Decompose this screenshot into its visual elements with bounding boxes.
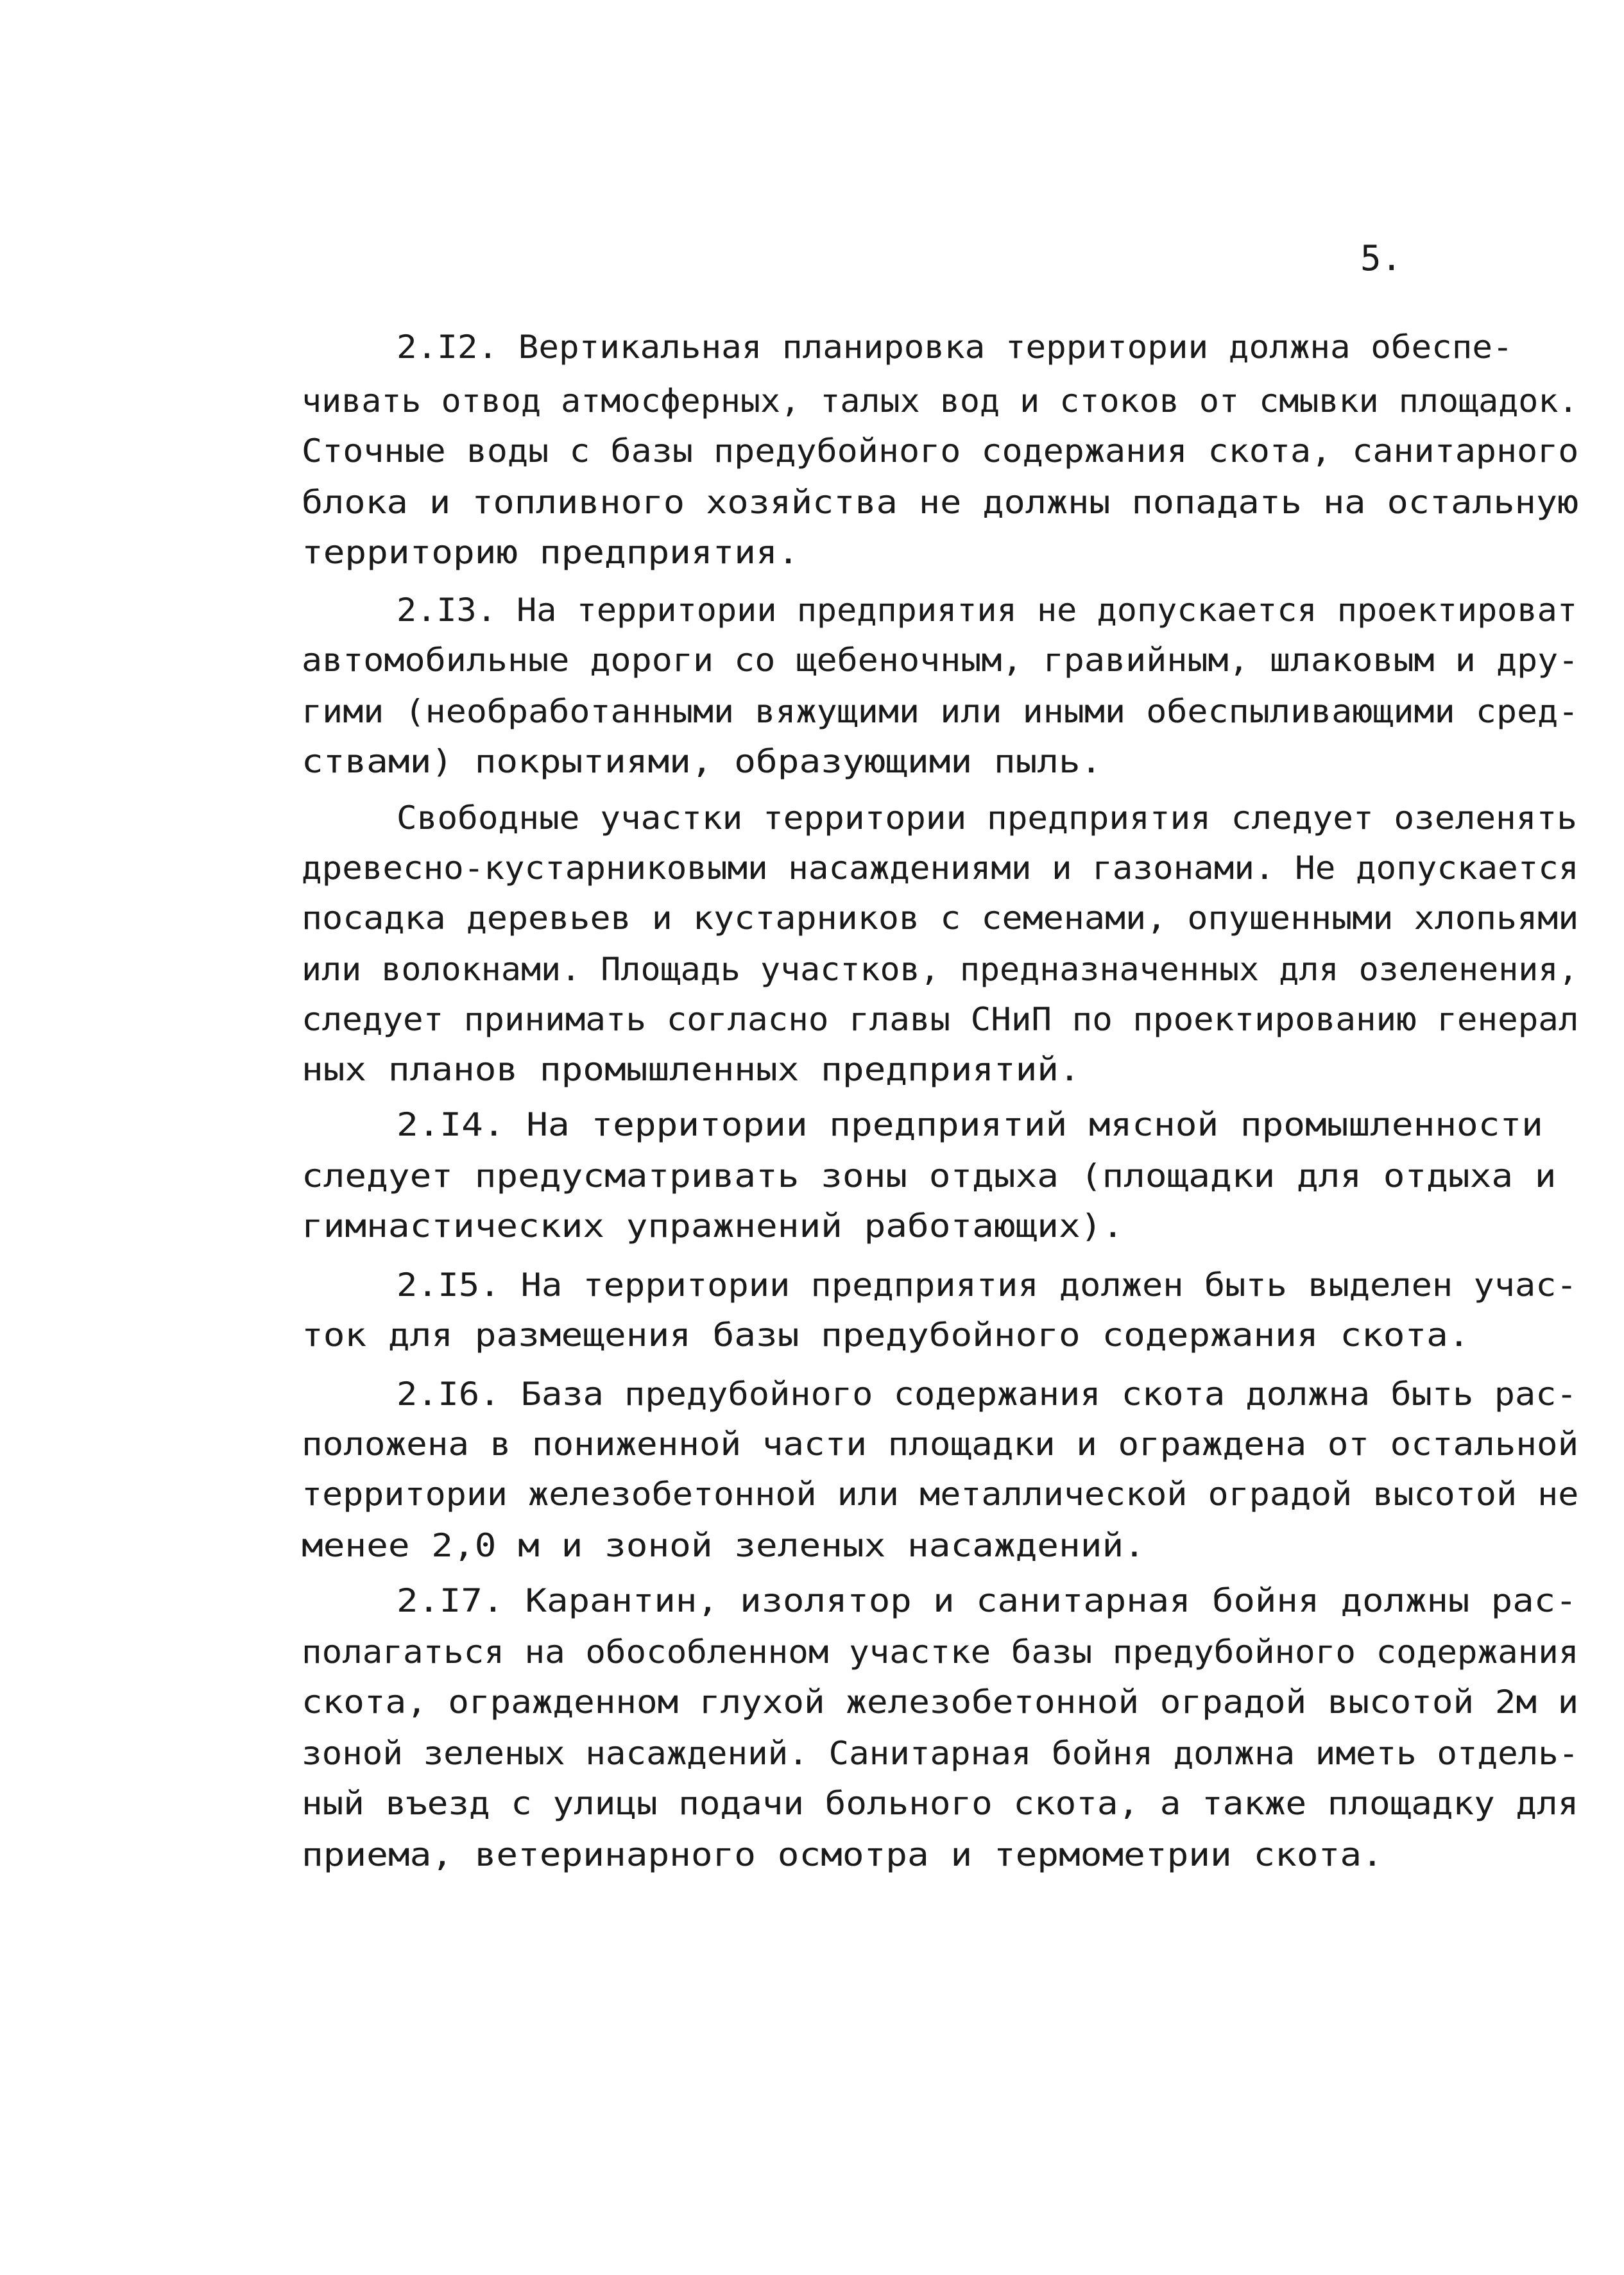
paragraph-2-17-line-4: зоной зеленых насаждений. Санитарная бойня должна иметь отдель- (302, 1735, 1579, 1772)
paragraph-2-17-line-6: приема, ветеринарного осмотра и термометрии скота. (302, 1836, 1383, 1873)
paragraph-2-13-line-1: 2.I3. На территории предприятия не допускается проектироват (397, 592, 1578, 629)
paragraph-2-16-line-1: 2.I6. База предубойного содержания скота должна быть рас- (397, 1376, 1577, 1413)
paragraph-2-13-line-2: автомобильные дороги со щебеночным, гравийным, шлаковым и дру- (302, 642, 1579, 679)
paragraph-greenery-line-3: посадка деревьев и кустарников с семенами, опушенными хлопьями (302, 899, 1579, 937)
paragraph-2-13-line-4: ствами) покрытиями, образующими пыль. (302, 743, 1102, 780)
paragraph-2-16-line-3: территории железобетонной или металлической оградой высотой не (302, 1476, 1579, 1513)
paragraph-2-12-line-5: территорию предприятия. (302, 534, 799, 571)
paragraph-2-15-line-2: ток для размещения базы предубойного содержания скота. (302, 1316, 1470, 1354)
paragraph-2-12-line-1: 2.I2. Вертикальная планировка территории должна обеспе- (397, 328, 1513, 366)
paragraph-greenery-line-6: ных планов промышленных предприятий. (302, 1051, 1081, 1088)
paragraph-2-16-line-2: положена в пониженной части площадки и ограждена от остальной (302, 1426, 1579, 1463)
paragraph-2-14-line-3: гимнастических упражнений работающих). (302, 1207, 1124, 1245)
paragraph-2-17-line-3: скота, огражденном глухой железобетонной оградой высотой 2м и (302, 1683, 1579, 1721)
paragraph-greenery-line-4: или волокнами. Площадь участков, предназначенных для озеленения, (302, 951, 1578, 988)
page-number: 5. (1360, 238, 1403, 278)
paragraph-2-12-line-2: чивать отвод атмосферных, талых вод и стоков от смывки площадок. (302, 382, 1578, 420)
paragraph-2-16-line-4: менее 2,0 м и зоной зеленых насаждений. (302, 1527, 1145, 1564)
paragraph-2-12-line-3: Сточные воды с базы предубойного содержания скота, санитарного (302, 432, 1579, 470)
paragraph-2-17-line-2: полагаться на обособленном участке базы предубойного содержания (302, 1633, 1579, 1671)
paragraph-2-14-line-1: 2.I4. На территории предприятий мясной промышленности (397, 1106, 1543, 1143)
paragraph-2-17-line-1: 2.I7. Карантин, изолятор и санитарная бойня должны рас- (397, 1582, 1577, 1619)
paragraph-2-17-line-5: ный въезд с улицы подачи больного скота, а также площадку для (302, 1785, 1579, 1822)
paragraph-greenery-line-1: Свободные участки территории предприятия следует озеленять (397, 799, 1577, 837)
paragraph-2-13-line-3: гими (необработанными вяжущими или иными обеспыливающими сред- (302, 693, 1579, 730)
paragraph-greenery-line-2: древесно-кустарниковыми насаждениями и газонами. Не допускается (302, 849, 1579, 887)
paragraph-2-12-line-4: блока и топливного хозяйства не должны попадать на остальную (302, 484, 1579, 521)
paragraph-2-15-line-1: 2.I5. На территории предприятия должен быть выделен учас- (397, 1266, 1577, 1304)
paragraph-2-14-line-2: следует предусматривать зоны отдыха (площадки для отдыха и (302, 1157, 1557, 1195)
paragraph-greenery-line-5: следует принимать согласно главы СНиП по проектированию генерал (302, 1001, 1579, 1038)
